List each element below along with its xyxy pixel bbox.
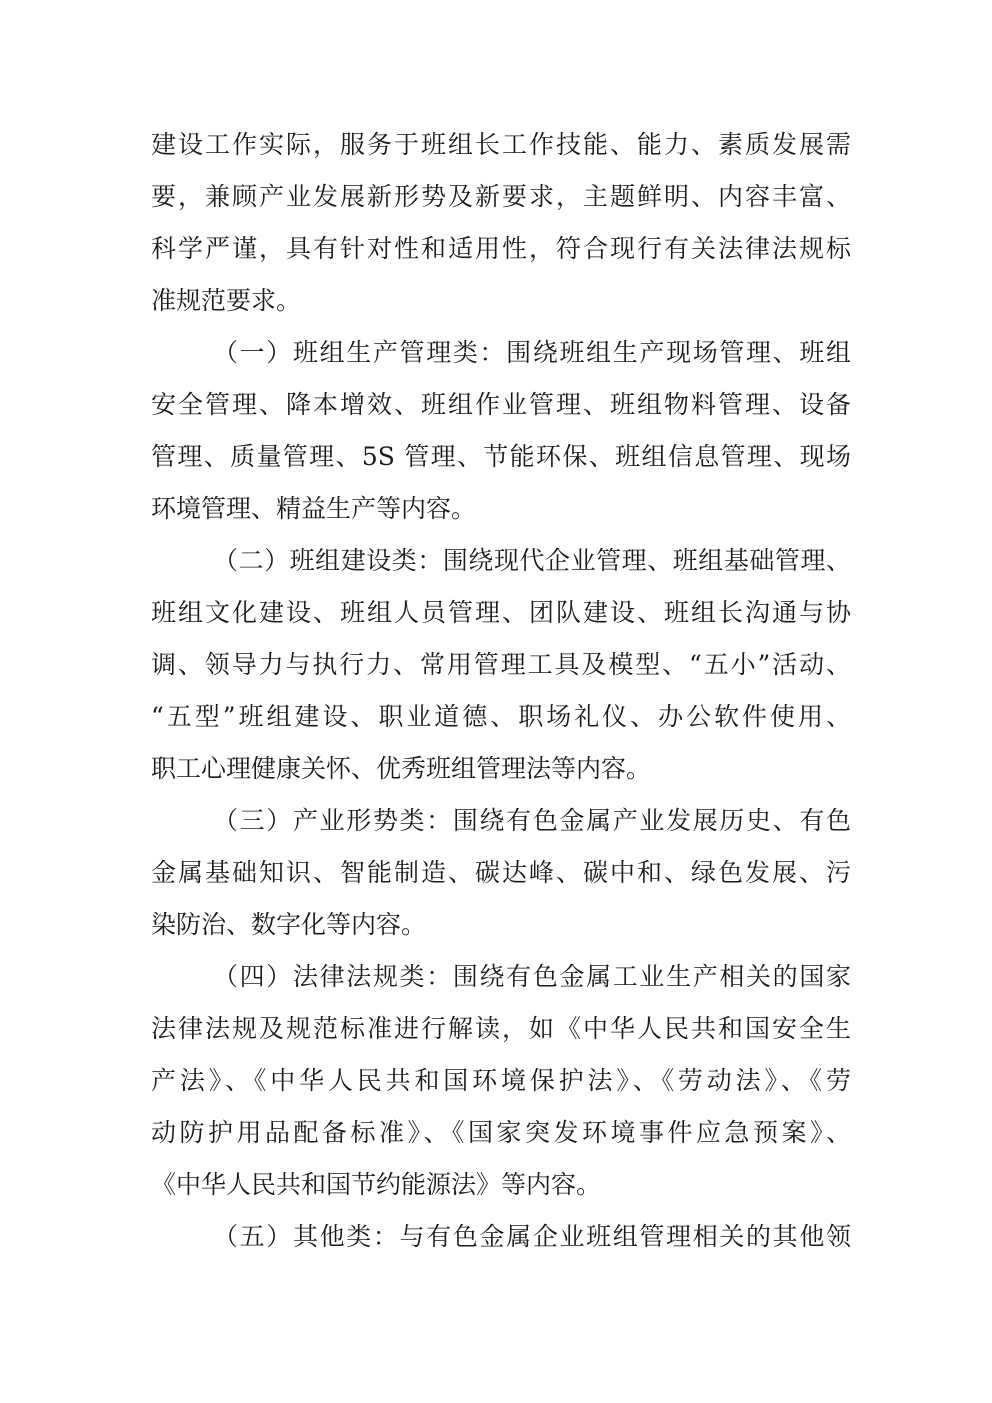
text-line: 产法》、《中华人民共和国环境保护法》、《劳动法》、《劳: [151, 1066, 851, 1095]
text-line: 《中华人民共和国节约能源法》等内容。: [151, 1170, 602, 1199]
section-heading-line: （五）其他类：与有色金属企业班组管理相关的其他领: [213, 1222, 851, 1251]
text-line: “五型”班组建设、职业道德、职场礼仪、办公软件使用、: [151, 702, 851, 731]
text-line: 金属基础知识、智能制造、碳达峰、碳中和、绿色发展、污: [151, 858, 851, 887]
section-heading-line: （一）班组生产管理类：围绕班组生产现场管理、班组: [213, 338, 851, 367]
text-line: 动防护用品配备标准》、《国家突发环境事件应急预案》、: [151, 1118, 851, 1147]
text-line: 班组文化建设、班组人员管理、团队建设、班组长沟通与协: [151, 598, 851, 627]
text-line: 管理、质量管理、5S 管理、节能环保、班组信息管理、现场: [151, 442, 851, 471]
section-heading-line: （三）产业形势类：围绕有色金属产业发展历史、有色: [213, 806, 851, 835]
text-line: 染防治、数字化等内容。: [151, 910, 427, 939]
text-line: 科学严谨，具有针对性和适用性，符合现行有关法律法规标: [151, 234, 851, 263]
section-heading-line: （四）法律法规类：围绕有色金属工业生产相关的国家: [213, 962, 851, 991]
text-line: 法律法规及规范标准进行解读，如《中华人民共和国安全生: [151, 1014, 851, 1043]
text-line: 环境管理、精益生产等内容。: [151, 494, 477, 523]
text-line: 调、领导力与执行力、常用管理工具及模型、“五小”活动、: [151, 650, 851, 679]
text-line: 安全管理、降本增效、班组作业管理、班组物料管理、设备: [151, 390, 851, 419]
text-line: 准规范要求。: [151, 286, 302, 315]
document-body: [151, 119, 851, 1263]
text-line: 职工心理健康关怀、优秀班组管理法等内容。: [151, 754, 652, 783]
text-line: 建设工作实际，服务于班组长工作技能、能力、素质发展需: [151, 130, 851, 159]
text-line: 要，兼顾产业发展新形势及新要求，主题鲜明、内容丰富、: [151, 182, 851, 211]
section-heading-line: （二）班组建设类：围绕现代企业管理、班组基础管理、: [213, 546, 851, 575]
